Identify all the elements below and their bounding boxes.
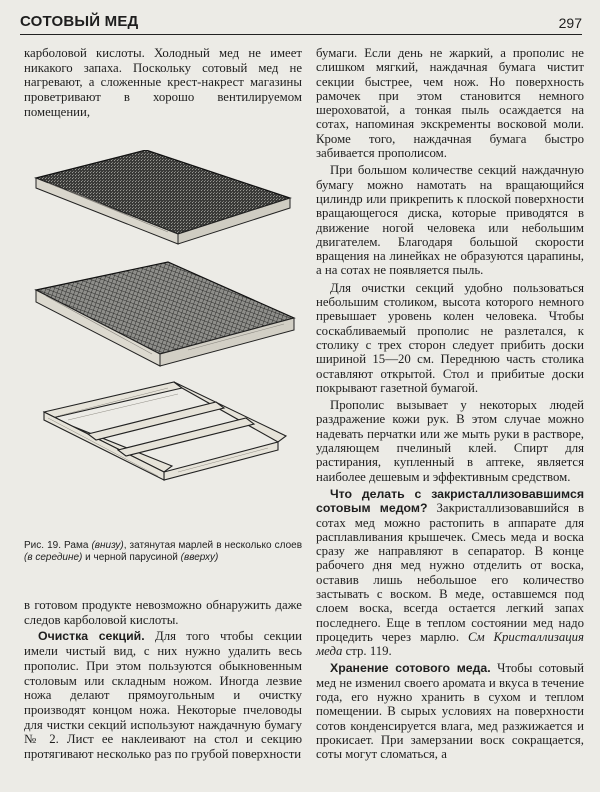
paragraph: карболовой кислоты. Холодный мед не имеет никакого запаха. Поскольку сотовый мед не нагревают, а сложенные крест-накрест магазины проветривают в хорошо вентилируемом помещении, xyxy=(24,46,302,119)
caption-middle: (в середине) xyxy=(24,552,83,564)
left-column-bottom xyxy=(24,598,302,762)
cross-reference-page: стр. 119. xyxy=(345,644,392,659)
running-head: СОТОВЫЙ МЕД xyxy=(20,13,139,30)
caption-lead: Рис. 19. Рама xyxy=(24,540,89,551)
paragraph-text: Закристаллизовавшийся в сотах мед можно растопить в аппарате для расплавливания крышечек. Смесь меда и воска сразу же направляют в сепаратор. В конце рабочего дня мед нужно отделить от воска, оставив лишь небольшое его количество застывать с воском. В меде, оставшемся под слоем воска, всегда остается легкий запах последнего. Еще в теплом состоянии мед надо процедить через марлю. xyxy=(316,501,584,644)
figure-caption xyxy=(24,540,302,564)
paragraph: Для очистки секций удобно пользоваться небольшим столиком, высота которого немного превышает уровень колен человека. Чтобы соскабливаемый прополис не разлетался, к столику с трех сторон следует прибить доски шириной 15—20 см. Переднюю часть столика оставляют открытой. Стол и прибитые доски покрывают газетной бумагой. xyxy=(316,280,584,395)
paragraph xyxy=(24,629,302,761)
page-header xyxy=(20,6,582,36)
page-number: 297 xyxy=(558,15,582,31)
left-column-top xyxy=(24,46,302,120)
paragraph: При большом количестве секций наждачную бумагу можно намотать на вращающийся цилиндр или прикрепить к плоской поверхности вращающегося диска, которые приводятся в движение ногой человека или небольшим двигателем. Благодаря большой скорости вращения на линейках не образуются царапины, а на сотах не появляется пыль. xyxy=(316,163,584,278)
section-heading-storage: Хранение сотового меда. xyxy=(330,661,491,676)
frame-middle-gauze xyxy=(36,262,294,366)
paragraph: бумаги. Если день не жаркий, а прополис не слишком мягкий, наждачная бумага чистит секции быстрее, чем нож. Но поверхность рамочек при этом становится немного шероховатой, а тонкая пыль осаждается на сотах, напоминая экскременты восковой моли. Кроме того, наждачная бумага быстро забивается прополисом. xyxy=(316,46,584,161)
paragraph-text: Чтобы сотовый мед не изменил своего аромата и вкуса в течение года, его нужно хранить в сухом и теплом помещении. В сырых условиях на поверхности сотов конденсируется влага, мед разжижается и прокисает. При замерзании воск сокращается, соты могут сломаться, а xyxy=(316,661,585,762)
paragraph xyxy=(316,661,584,761)
caption-bottom: (внизу) xyxy=(91,540,124,551)
caption-top: (вверху) xyxy=(180,552,219,564)
paragraph-text: Для того чтобы секции имели чистый вид, с них нужно удалить весь прополис. При этом пользуются обыкновенным столовым или складным ножом. Иногда лезвие ножа делают прямоугольным и очистку производят концом ножа. Некоторые пчеловоды для чистки секций используют наждачную бумагу № 2. Лист ее наклеивают на стол и секцию протягивают несколько раз по грубой поверхности xyxy=(24,629,302,762)
frame-bottom-empty xyxy=(44,382,286,480)
section-heading-cleaning: Очистка секций. xyxy=(38,629,145,644)
section-heading-crystallized: Что делать с закристаллизовавшимся сотовым медом? xyxy=(316,486,584,516)
paragraph: в готовом продукте невозможно обнаружить даже следов карболовой кислоты. xyxy=(24,598,302,627)
figure-frames-illustration xyxy=(28,150,298,528)
paragraph: Прополис вызывает у некоторых людей раздражение кожи рук. В этом случае можно надевать перчатки или же мыть руки в растворе, удаляющем пчелиный клей. Спирт для растирания, купленный в аптеке, является наиболее дешевым и эффективным средством. xyxy=(316,398,584,484)
frame-top-canvas xyxy=(36,150,290,244)
caption-mid-b: и черной парусиной xyxy=(85,552,178,564)
right-column xyxy=(316,46,584,762)
paragraph xyxy=(316,487,584,659)
cross-reference: См Кристаллизация меда xyxy=(316,629,584,659)
caption-mid-a: , затянутая марлей в несколько слоев xyxy=(123,540,303,551)
header-rule xyxy=(20,34,582,35)
